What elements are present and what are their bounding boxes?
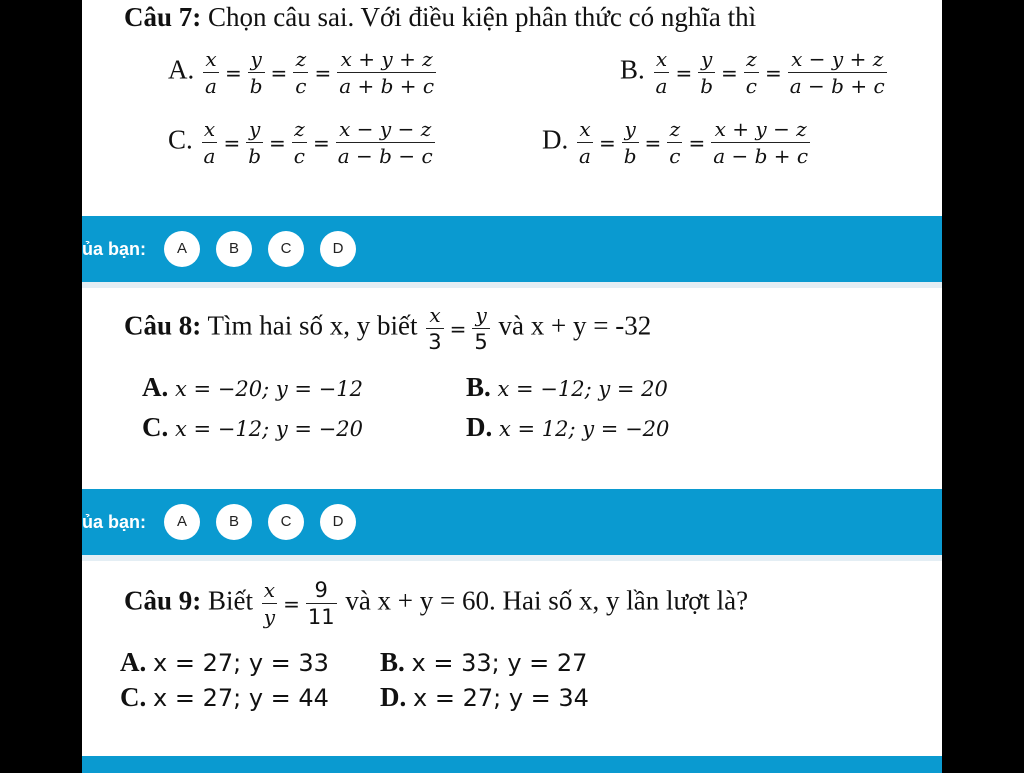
question-8-title: Câu 8: Tìm hai số x, y biết $\frac{x}{3}$ = $\frac{y}{5}$ và x + y = -32 <box>124 303 652 354</box>
option-letter: B. <box>466 372 491 402</box>
question-text: Tìm hai số x, y biết <box>207 310 418 341</box>
option-value: x = −20; y = −12 <box>175 377 363 401</box>
question-text-2: và x + y = -32 <box>498 310 652 341</box>
question-7-title <box>124 2 756 33</box>
option-letter: C. <box>120 682 147 712</box>
option-letter: D. <box>466 412 493 442</box>
question-text: Biết <box>208 585 254 616</box>
question-9-title: Câu 9: Biết $\frac{x}{y}$ = $\frac{9}{11}$ và x + y = 60. Hai số x, y lần lượt là? <box>124 578 749 629</box>
answer-bar-partial <box>82 756 942 773</box>
answer-bar <box>82 216 942 282</box>
option-a: A. $\frac{x}{a}$ = $\frac{y}{b}$ = $\frac{z}{c}$ = $\frac{x + y + z}{a + b + c}$ <box>168 47 435 98</box>
option-a <box>142 372 363 403</box>
answer-choice-a[interactable]: A <box>164 504 200 540</box>
option-letter: A. <box>120 647 147 677</box>
option-value: x = 27; y = 34 <box>413 684 589 712</box>
option-letter: B. <box>620 54 645 85</box>
option-value: x = 27; y = 44 <box>153 684 329 712</box>
divider <box>82 282 942 288</box>
option-value: x = −12; y = −20 <box>175 417 363 441</box>
answer-choice-b[interactable]: B <box>216 504 252 540</box>
option-b <box>466 372 668 403</box>
answer-choice-d[interactable]: D <box>320 231 356 267</box>
option-d <box>380 682 589 713</box>
option-a <box>120 647 329 678</box>
option-d <box>466 412 669 443</box>
answer-choice-c[interactable]: C <box>268 504 304 540</box>
option-letter: D. <box>542 124 569 155</box>
question-text: Chọn câu sai. Với điều kiện phân thức có nghĩa thì <box>208 2 757 32</box>
option-b <box>380 647 587 678</box>
answer-choice-c[interactable]: C <box>268 231 304 267</box>
quiz-page <box>82 0 942 773</box>
option-d: D. $\frac{x}{a}$ = $\frac{y}{b}$ = $\frac{z}{c}$ = $\frac{x + y - z}{a - b + c}$ <box>542 117 809 168</box>
option-letter: B. <box>380 647 405 677</box>
answer-bar-label: ủa bạn: <box>82 239 147 259</box>
option-value: x = −12; y = 20 <box>497 377 668 401</box>
option-b: B. $\frac{x}{a}$ = $\frac{y}{b}$ = $\frac{z}{c}$ = $\frac{x - y + z}{a - b + c}$ <box>620 47 885 98</box>
option-value: x = 12; y = −20 <box>499 417 670 441</box>
option-c: C. $\frac{x}{a}$ = $\frac{y}{b}$ = $\frac{z}{c}$ = $\frac{x - y - z}{a - b - c}$ <box>168 117 433 168</box>
option-value: x = 33; y = 27 <box>411 649 588 677</box>
option-letter: C. <box>168 124 193 155</box>
question-label: Câu 7: <box>124 2 202 32</box>
answer-bar <box>82 489 942 555</box>
option-letter: A. <box>168 54 195 85</box>
option-letter: A. <box>142 372 169 402</box>
question-label: Câu 9: <box>124 585 202 616</box>
option-letter: C. <box>142 412 169 442</box>
question-label: Câu 8: <box>124 310 202 341</box>
answer-choice-a[interactable]: A <box>164 231 200 267</box>
answer-bar-label: ủa bạn: <box>82 512 147 532</box>
question-text-2: và x + y = 60. Hai số x, y lần lượt là? <box>345 585 749 616</box>
option-c <box>142 412 363 443</box>
answer-choice-d[interactable]: D <box>320 504 356 540</box>
answer-choice-b[interactable]: B <box>216 231 252 267</box>
option-letter: D. <box>380 682 407 712</box>
option-c <box>120 682 329 713</box>
divider <box>82 555 942 561</box>
option-value: x = 27; y = 33 <box>153 649 329 677</box>
